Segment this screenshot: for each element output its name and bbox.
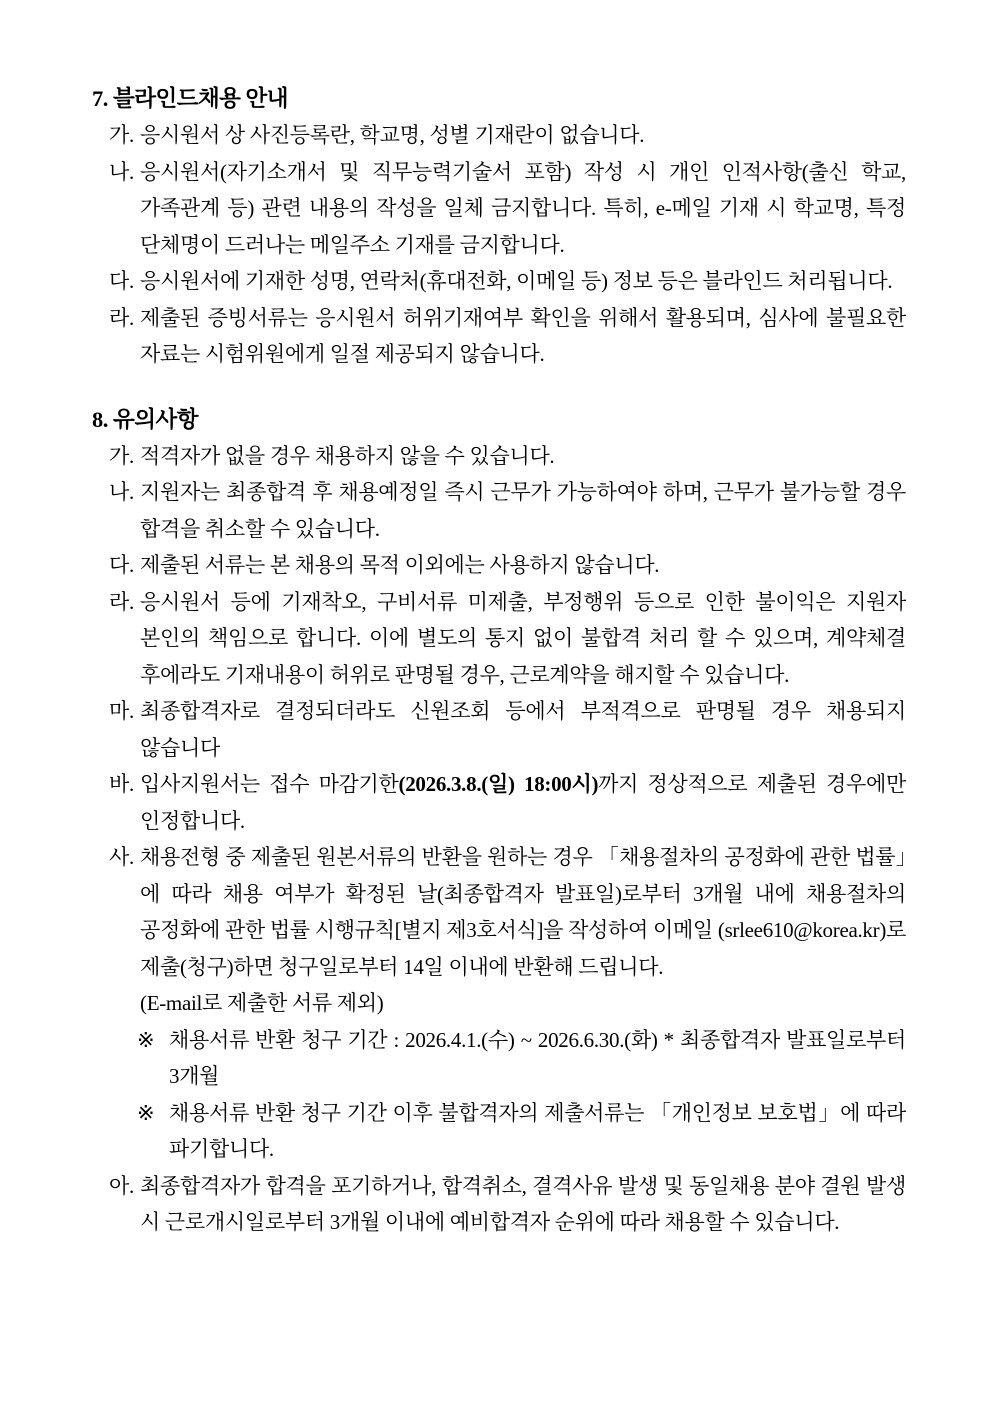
item-text: 최종합격자가 합격을 포기하거나, 합격취소, 결격사유 발생 및 동일채용 분야 결원 발생 시 근로개시일로부터 3개월 이내에 예비합격자 순위에 따라 채용할 수 있습니다. xyxy=(140,1173,906,1234)
item-text: 입사지원서는 접수 마감기한 xyxy=(140,772,399,796)
item-label: 사. xyxy=(109,845,134,869)
section-heading: 7. 블라인드채용 안내 xyxy=(92,86,289,111)
list-item xyxy=(92,693,906,766)
item-label: 가. xyxy=(109,123,134,147)
note-marker: ※ xyxy=(137,1100,155,1125)
item-label: 바. xyxy=(109,772,134,796)
item-label: 라. xyxy=(109,305,134,330)
list-item xyxy=(92,154,906,264)
item-label: 다. xyxy=(109,269,134,293)
list-item xyxy=(92,263,906,300)
item-label: 아. xyxy=(109,1173,134,1198)
section-heading: 8. 유의사항 xyxy=(92,406,198,432)
item-text: 최종합격자로 결정되더라도 신원조회 등에서 부적격으로 판명될 경우 채용되지 않습니다 xyxy=(140,699,906,760)
item-text: 응시원서에 기재한 성명, 연락처(휴대전화, 이메일 등) 정보 등은 블라인드 처리됩니다. xyxy=(140,269,893,293)
item-label: 나. xyxy=(109,480,134,504)
list-item xyxy=(92,584,906,694)
list-item xyxy=(92,300,906,373)
list-item xyxy=(92,117,906,154)
item-text: 제출된 서류는 본 채용의 목적 이외에는 사용하지 않습니다. xyxy=(140,553,660,577)
email-exclusion-line: (E-mail로 제출한 서류 제외) xyxy=(140,991,384,1015)
note xyxy=(137,1022,906,1095)
item-label: 라. xyxy=(109,589,134,614)
item-text: 적격자가 없을 경우 채용하지 않을 수 있습니다. xyxy=(140,443,555,468)
list-item xyxy=(92,766,906,839)
item-label: 나. xyxy=(109,159,134,184)
section-blind-recruitment xyxy=(92,80,906,373)
deadline-emphasis: (2026.3.8.(일) 18:00시) xyxy=(398,772,599,796)
list-item xyxy=(92,474,906,547)
list-item xyxy=(92,547,906,584)
note-text: 채용서류 반환 청구 기간 : 2026.4.1.(수) ~ 2026.6.30.(화) * 최종합격자 발표일로부터 3개월 xyxy=(169,1027,906,1088)
section-notes xyxy=(92,401,906,1241)
item-text: 지원자는 최종합격 후 채용예정일 즉시 근무가 가능하여야 하며, 근무가 불가능할 경우 합격을 취소할 수 있습니다. xyxy=(140,480,906,541)
item-text: 응시원서 등에 기재착오, 구비서류 미제출, 부정행위 등으로 인한 불이익은 지원자 본인의 책임으로 합니다. 이에 별도의 통지 없이 불합격 처리 할 수 있으며, 계약체결 후에라도 기재내용이 허위로 판명될 경우, 근로계약을 해지할 수 있습니다. xyxy=(140,589,906,687)
list-item xyxy=(92,1168,906,1241)
list-item xyxy=(92,438,906,475)
item-label: 다. xyxy=(109,553,134,577)
list-item xyxy=(92,839,906,1168)
item-label: 가. xyxy=(109,443,134,468)
item-text: 채용전형 중 제출된 원본서류의 반환을 원하는 경우 「채용절차의 공정화에 관한 법률」에 따라 채용 여부가 확정된 날(최종합격자 발표일)로부터 3개월 내에 채용절차의 공정화에 관한 법률 시행규칙[별지 제3호서식]을 작성하여 이메일 (srlee610@korea.kr)로 제출(청구)하면 청구일로부터 14일 이내에 반환해 드립니다. xyxy=(140,845,907,979)
item-text: 까지 정상적으로 제출된 경우에만 인정합니다. xyxy=(140,772,907,833)
item-text: 응시원서 상 사진등록란, 학교명, 성별 기재란이 없습니다. xyxy=(140,123,645,147)
note-marker: ※ xyxy=(137,1027,155,1052)
note xyxy=(137,1095,906,1168)
item-text: 응시원서(자기소개서 및 직무능력기술서 포함) 작성 시 개인 인적사항(출신 학교, 가족관계 등) 관련 내용의 작성을 일체 금지합니다. 특히, e-메일 기재 시 학교명, 특정 단체명이 드러나는 메일주소 기재를 금지합니다. xyxy=(140,159,906,257)
item-text: 제출된 증빙서류는 응시원서 허위기재여부 확인을 위해서 활용되며, 심사에 불필요한 자료는 시험위원에게 일절 제공되지 않습니다. xyxy=(140,305,906,366)
note-text: 채용서류 반환 청구 기간 이후 불합격자의 제출서류는 「개인정보 보호법」에 따라 파기합니다. xyxy=(169,1100,906,1161)
item-label: 마. xyxy=(109,699,134,723)
